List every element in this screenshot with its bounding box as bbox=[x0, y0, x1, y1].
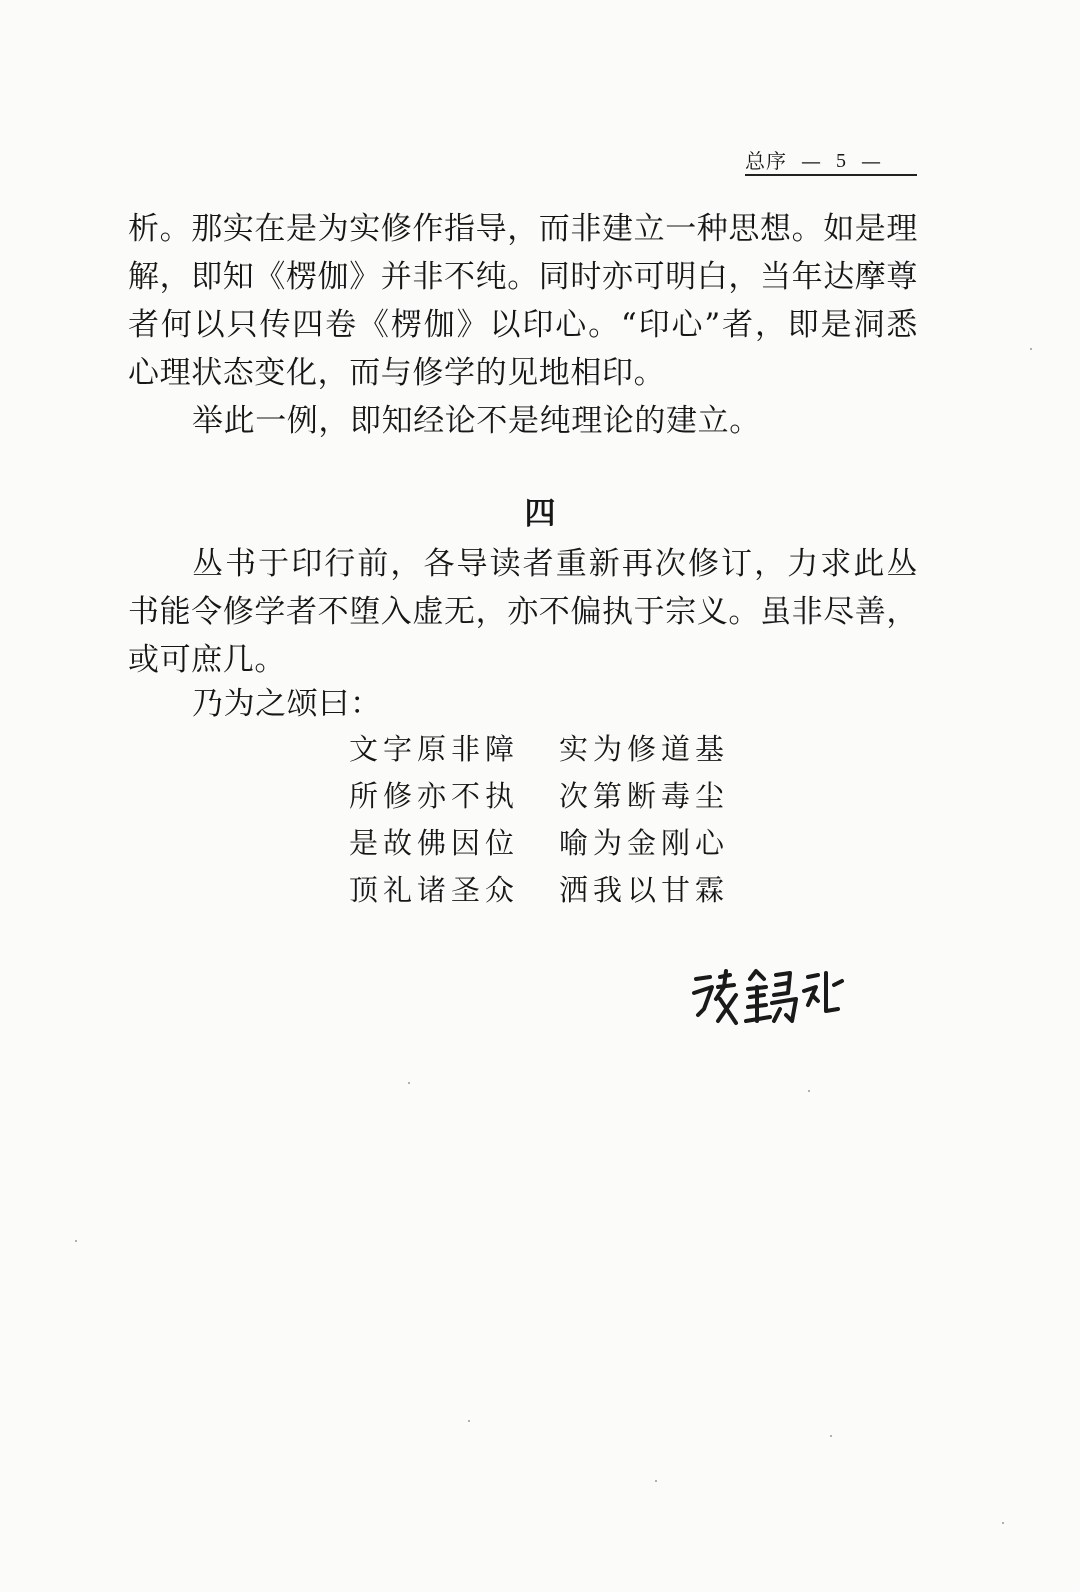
paper-speck bbox=[655, 1480, 657, 1482]
verse-line bbox=[349, 726, 729, 773]
verse-half: 顶礼诸圣众 bbox=[349, 873, 520, 907]
paragraph-example: 举此一例，即知经论不是纯理论的建立。 bbox=[192, 403, 761, 439]
verse-half: 洒我以甘霖 bbox=[559, 873, 730, 907]
verse-half: 是故佛因位 bbox=[349, 826, 520, 860]
section-number: 四 bbox=[524, 496, 556, 532]
verse-half: 次第断毒尘 bbox=[559, 779, 730, 813]
running-head-dash-right: — bbox=[861, 149, 882, 173]
paragraph-verse-intro: 乃为之颂曰： bbox=[192, 686, 382, 722]
paper-speck bbox=[75, 1240, 77, 1242]
handwritten-signature bbox=[690, 965, 855, 1030]
page-number: 5 bbox=[836, 150, 847, 172]
running-head-section: 总序 bbox=[745, 149, 787, 173]
verse-line bbox=[349, 773, 729, 820]
verse-line bbox=[349, 867, 729, 914]
paper-speck bbox=[1030, 348, 1032, 350]
verse-half: 实为修道基 bbox=[559, 732, 730, 766]
paper-speck bbox=[830, 1435, 832, 1437]
running-head-dash-left: — bbox=[801, 149, 822, 173]
paper-speck bbox=[1002, 1522, 1004, 1524]
verse-block bbox=[349, 726, 729, 914]
paper-speck bbox=[468, 1420, 470, 1422]
verse-half: 文字原非障 bbox=[349, 732, 520, 766]
verse-half: 所修亦不执 bbox=[349, 779, 520, 813]
verse-half: 喻为金刚心 bbox=[559, 826, 730, 860]
paper-speck bbox=[408, 1082, 410, 1084]
paragraph-revision: 丛书于印行前，各导读者重新再次修订，力求此丛书能令修学者不堕入虚无，亦不偏执于宗义。虽非尽善，或可庶几。 bbox=[128, 546, 918, 678]
paragraph-continued: 析。那实在是为实修作指导，而非建立一种思想。如是理解，即知《楞伽》并非不纯。同时亦可明白，当年达摩尊者何以只传四卷《楞伽》以印心。“印心”者，即是洞悉心理状态变化，而与修学的见地相印。 bbox=[128, 211, 918, 391]
verse-line bbox=[349, 820, 729, 867]
paper-speck bbox=[808, 1090, 810, 1092]
running-head bbox=[745, 146, 917, 176]
